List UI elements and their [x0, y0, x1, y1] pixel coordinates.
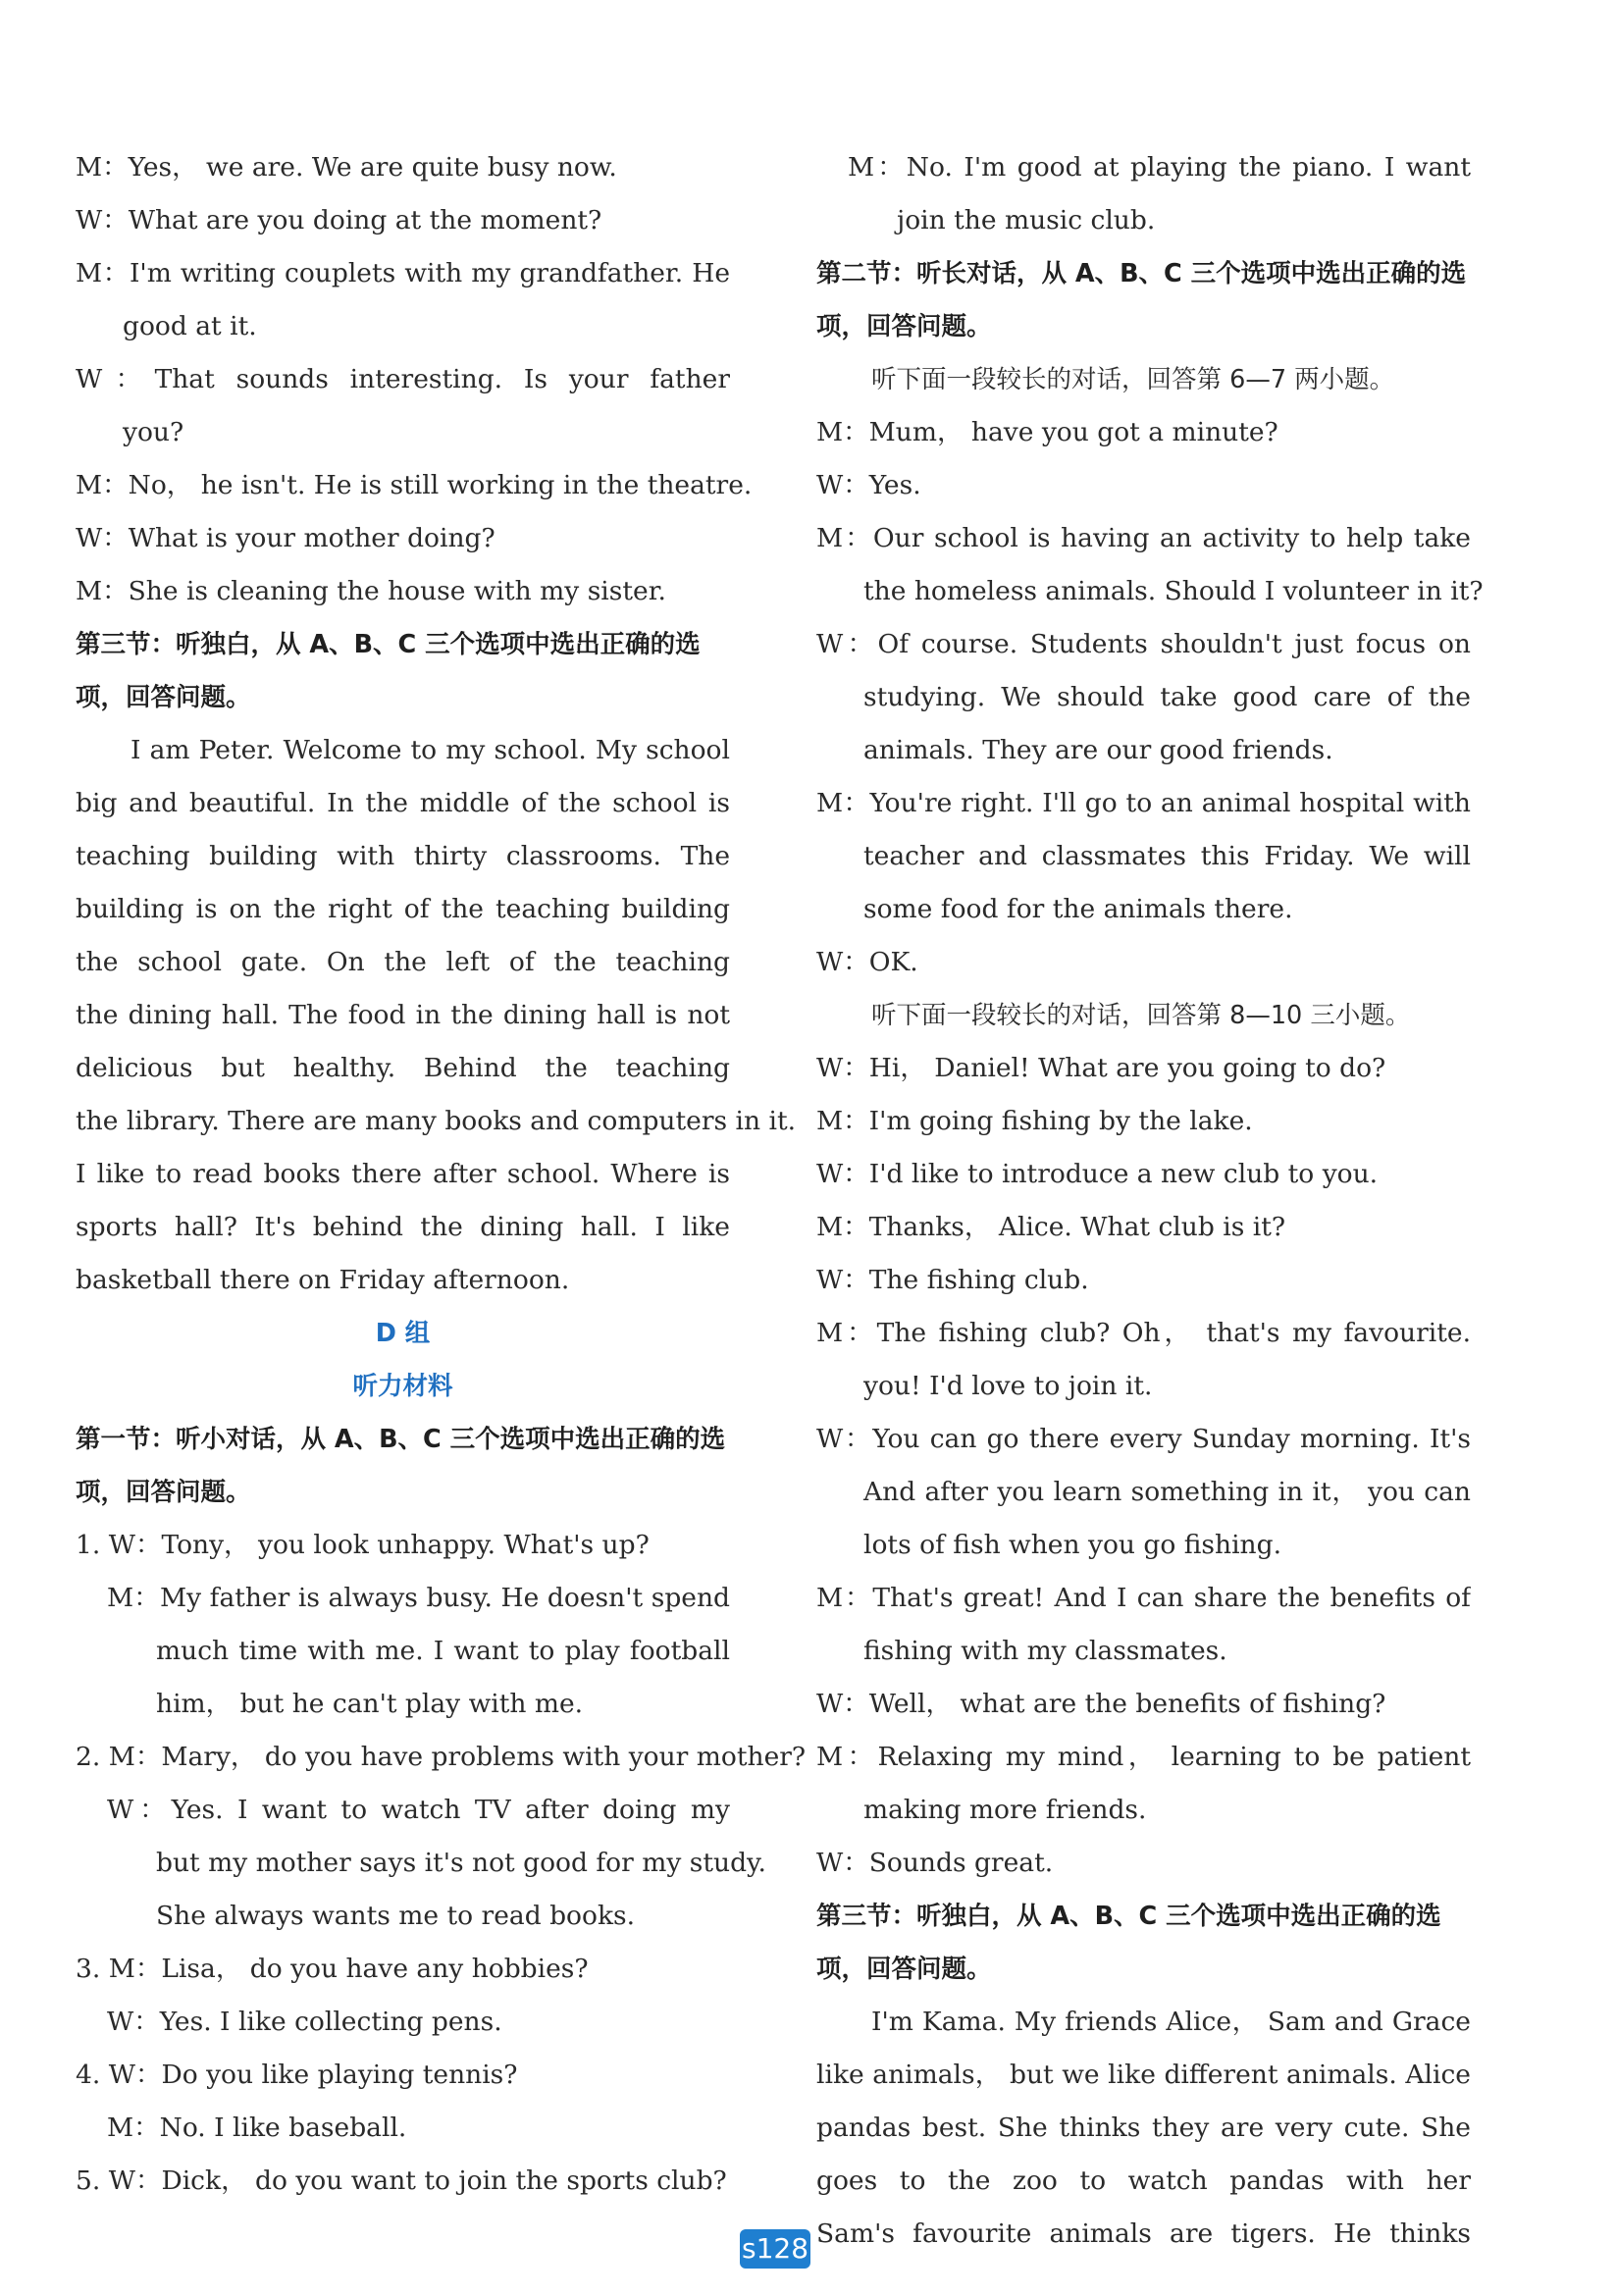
- text-line: fishing with my classmates.: [863, 1636, 1227, 1666]
- text-line: like animals， but we like different animals. Alice: [816, 2060, 1471, 2090]
- text-line: 听下面一段较长的对话，回答第 6—7 两小题。: [871, 365, 1395, 394]
- text-line: I am Peter. Welcome to my school. My school: [130, 735, 730, 765]
- text-line: lots of fish when you go fishing.: [863, 1530, 1282, 1560]
- text-line: teaching building with thirty classrooms. The: [76, 841, 730, 871]
- text-line: making more friends.: [863, 1795, 1147, 1825]
- text-line: She always wants me to read books.: [156, 1901, 636, 1931]
- text-line: sports hall? It's behind the dining hall. I like: [76, 1212, 730, 1242]
- left-column: [76, 141, 807, 2208]
- text-line: delicious but healthy. Behind the teaching: [76, 1053, 730, 1083]
- text-line: but my mother says it's not good for my study.: [156, 1848, 766, 1878]
- section-heading-line: 项，回答问题。: [76, 1478, 251, 1507]
- text-line: him， but he can't play with me.: [156, 1689, 584, 1719]
- text-line: 5. W：Dick， do you want to join the sports club?: [76, 2166, 727, 2196]
- text-line: Sam's favourite animals are tigers. He thinks: [816, 2218, 1471, 2249]
- text-line: M：Our school is having an activity to help take: [816, 523, 1471, 553]
- text-line: you! I'd love to join it.: [863, 1371, 1153, 1401]
- text-line: M：That's great! And I can share the benefits of: [816, 1583, 1471, 1613]
- text-line: M：She is cleaning the house with my sister.: [76, 576, 666, 606]
- text-line: M：You're right. I'll go to an animal hospital with: [816, 788, 1471, 818]
- text-line: M：No. I'm good at playing the piano. I want: [848, 152, 1471, 183]
- text-line: M：No. I like baseball.: [107, 2113, 407, 2143]
- text-line: 1. W：Tony， you look unhappy. What's up?: [76, 1530, 650, 1560]
- text-line: goes to the zoo to watch pandas with her: [816, 2166, 1471, 2196]
- text-line: the library. There are many books and computers in it.: [76, 1106, 797, 1136]
- text-line: pandas best. She thinks they are very cute. She: [816, 2113, 1471, 2143]
- text-line: join the music club.: [897, 205, 1156, 235]
- text-line: 4. W：Do you like playing tennis?: [76, 2060, 518, 2090]
- text-line: W：Of course. Students shouldn't just focus on: [816, 629, 1471, 659]
- text-line: studying. We should take good care of the: [863, 682, 1471, 712]
- text-line: animals. They are our good friends.: [863, 735, 1333, 765]
- text-line: And after you learn something in it， you can: [863, 1477, 1471, 1507]
- text-line: M：Mum， have you got a minute?: [816, 417, 1278, 447]
- text-line: M：I'm going fishing by the lake.: [816, 1106, 1253, 1136]
- page-number-badge: s128: [740, 2229, 810, 2269]
- section-heading-line: 第一节：听小对话，从 A、B、C 三个选项中选出正确的选: [76, 1425, 726, 1454]
- text-line: the school gate. On the left of the teaching: [76, 947, 730, 977]
- text-line: you?: [123, 417, 184, 447]
- text-line: 2. M：Mary， do you have problems with your mother?: [76, 1742, 807, 1772]
- text-line: W：Yes. I like collecting pens.: [107, 2007, 502, 2037]
- text-line: M：Relaxing my mind， learning to be patient: [816, 1742, 1471, 1772]
- text-line: 3. M：Lisa， do you have any hobbies?: [76, 1954, 589, 1984]
- section-heading-line: 第三节：听独白，从 A、B、C 三个选项中选出正确的选: [76, 630, 701, 659]
- text-line: 听下面一段较长的对话，回答第 8—10 三小题。: [871, 1001, 1411, 1030]
- text-line: M：I'm writing couplets with my grandfather. He: [76, 258, 730, 288]
- text-line: some food for the animals there.: [863, 894, 1293, 924]
- text-line: the dining hall. The food in the dining hall is not: [76, 1000, 730, 1030]
- text-line: W：Sounds great.: [816, 1848, 1054, 1878]
- text-line: I'm Kama. My friends Alice， Sam and Grace: [871, 2007, 1471, 2037]
- text-line: teacher and classmates this Friday. We will: [863, 841, 1471, 871]
- text-line: W：Yes. I want to watch TV after doing my: [107, 1795, 730, 1825]
- text-line: M：Yes， we are. We are quite busy now.: [76, 152, 617, 183]
- text-line: basketball there on Friday afternoon.: [76, 1265, 570, 1295]
- text-line: W：That sounds interesting. Is your father: [76, 364, 730, 394]
- text-line: W：Yes.: [816, 470, 921, 500]
- text-line: W：What are you doing at the moment?: [76, 205, 602, 235]
- section-heading-line: 第三节：听独白，从 A、B、C 三个选项中选出正确的选: [816, 1902, 1441, 1931]
- section-heading-line: 项，回答问题。: [816, 1955, 992, 1984]
- text-line: W：The fishing club.: [816, 1265, 1089, 1295]
- text-line: W：Hi， Daniel! What are you going to do?: [816, 1053, 1386, 1083]
- section-heading-line: 第二节：听长对话，从 A、B、C 三个选项中选出正确的选: [816, 259, 1467, 288]
- section-heading-line: 项，回答问题。: [76, 683, 251, 712]
- text-line: much time with me. I want to play football: [156, 1636, 730, 1666]
- text-line: M：My father is always busy. He doesn't spend: [107, 1583, 730, 1613]
- text-line: W：Well， what are the benefits of fishing?: [816, 1689, 1386, 1719]
- right-column: [816, 141, 1484, 2261]
- text-line: W：You can go there every Sunday morning. It's: [816, 1424, 1471, 1454]
- text-line: the homeless animals. Should I volunteer in it?: [863, 576, 1484, 606]
- group-title: D 组: [375, 1319, 431, 1348]
- section-heading-line: 项，回答问题。: [816, 312, 992, 341]
- group-title: 听力材料: [352, 1372, 453, 1401]
- text-line: big and beautiful. In the middle of the school is: [76, 788, 730, 818]
- text-line: W：I'd like to introduce a new club to you.: [816, 1159, 1379, 1189]
- text-line: I like to read books there after school. Where is: [76, 1159, 730, 1189]
- text-line: W：OK.: [816, 947, 918, 977]
- text-line: M：Thanks， Alice. What club is it?: [816, 1212, 1286, 1242]
- text-line: good at it.: [123, 311, 257, 341]
- text-line: M：The fishing club? Oh， that's my favourite.: [816, 1318, 1471, 1348]
- text-line: building is on the right of the teaching building: [76, 894, 730, 924]
- text-line: M：No， he isn't. He is still working in the theatre.: [76, 470, 753, 500]
- text-line: W：What is your mother doing?: [76, 523, 495, 553]
